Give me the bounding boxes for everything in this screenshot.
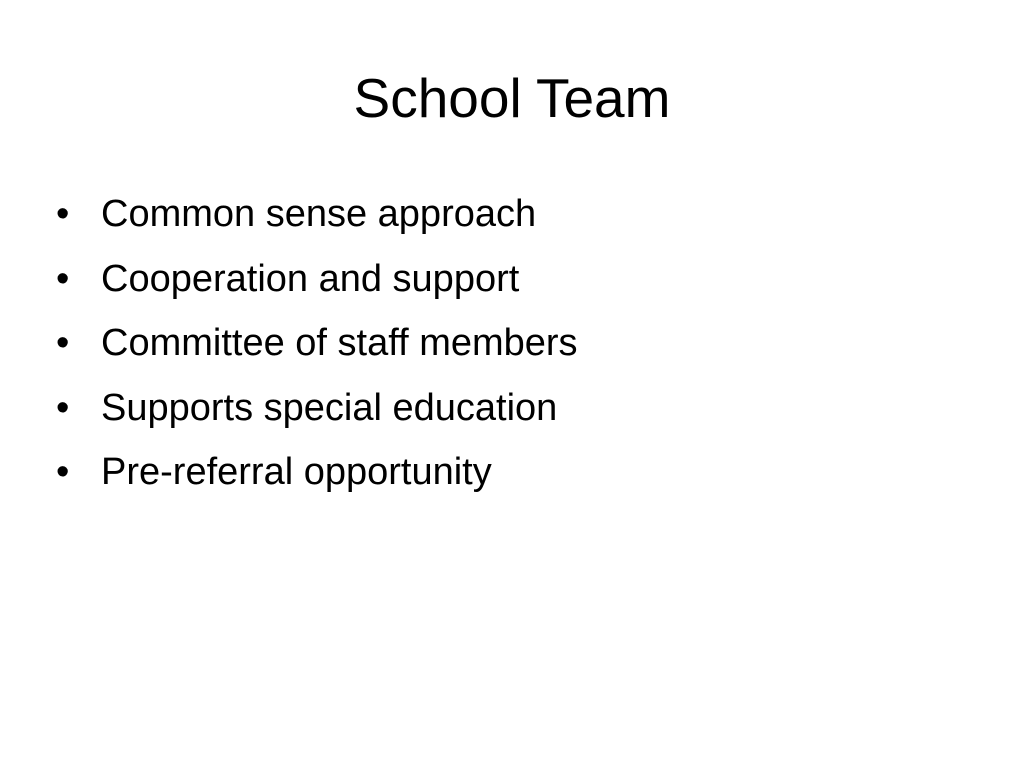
list-item [56,317,578,382]
bullet-icon: • [56,322,70,364]
list-item [56,446,578,511]
bullet-text: Committee of staff members [101,322,578,364]
bullet-text: Common sense approach [101,193,537,235]
bullet-text: Cooperation and support [101,257,520,300]
bullet-icon: • [56,451,70,493]
bullet-icon: • [56,257,70,300]
bullet-list [56,188,578,511]
list-item [56,188,578,253]
list-item [56,253,578,318]
bullet-icon: • [56,386,70,429]
bullet-icon: • [56,193,70,235]
list-item [56,382,578,447]
bullet-text: Pre-referral opportunity [101,451,492,493]
bullet-text: Supports special education [101,386,558,429]
slide-title: School Team [353,67,671,129]
